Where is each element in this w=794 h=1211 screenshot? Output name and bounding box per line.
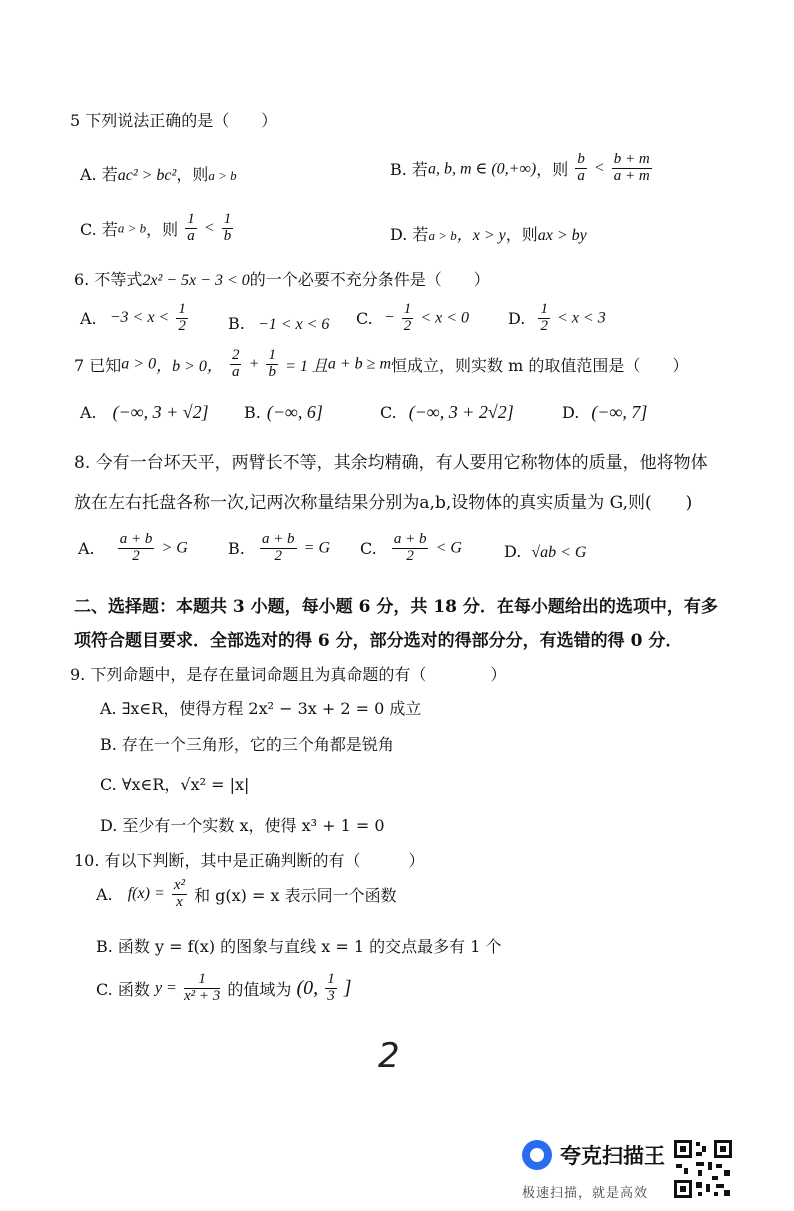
q5-option-c: C. 若a > b，则 $\frac{1}{a}$ < $\frac{1}{b}$: [80, 211, 232, 244]
q6-stem: 6. 不等式2x² − 5x − 3 < 0的一个必要不充分条件是（ ）: [74, 270, 490, 289]
q10-option-b: B. 函数 y = f(x) 的图象与直线 x = 1 的交点最多有 1 个: [96, 937, 502, 956]
q7-option-b: B. (−∞, 6]: [244, 402, 323, 422]
q10-option-c: C. 函数 y = $\frac{1}{\text{x² + 3}}$ 的值域为 (0, $\frac{1}{3}$ ]: [96, 971, 352, 1004]
page-number: 2: [378, 1036, 400, 1076]
q8-line2: 放在左右托盘各称一次,记两次称量结果分别为a,b,设物体的真实质量为 G,则( ): [74, 493, 693, 513]
q5-option-b: B. 若a, b, m ∈ (0,+∞)，则 $\frac{b}{a}$ < $\frac{b + m}{a + m}$: [390, 151, 650, 184]
q5-option-d: D. 若a > b，x > y，则ax > by: [390, 225, 587, 244]
q5-c-lhs-fraction: $\frac{1}{a}$: [187, 211, 195, 244]
q6-option-b: B. −1 < x < 6: [228, 314, 330, 333]
q9-option-d: D. 至少有一个实数 x，使得 x³ + 1 = 0: [100, 816, 385, 835]
q10-stem: 10. 有以下判断，其中是正确判断的有（ ）: [74, 851, 425, 870]
brand-name: 夸克扫描王: [560, 1144, 665, 1168]
quark-logo-icon: [522, 1140, 552, 1170]
q9-option-b: B. 存在一个三角形，它的三个角都是锐角: [100, 735, 394, 754]
q9-stem: 9. 下列命题中，是存在量词命题且为真命题的有（ ）: [70, 665, 507, 684]
section2-line2: 项符合题目要求．全部选对的得 6 分，部分选对的得部分分，有选错的得 0 分．: [74, 631, 683, 651]
q6-option-a: A. −3 < x < $\frac{1}{2}$: [80, 301, 186, 334]
q5-c-rhs-fraction: $\frac{1}{b}$: [223, 211, 232, 244]
q5-option-a: A. 若ac² > bc²，则a > b: [80, 165, 237, 184]
q7-option-c: C. (−∞, 3 + 2√2]: [380, 402, 514, 422]
q5-b-lhs-fraction: $\frac{b}{a}$: [577, 151, 585, 184]
scanner-watermark: [522, 1138, 792, 1204]
q8-line1: 8. 今有一台坏天平，两臂长不等，其余均精确，有人要用它称物体的质量，他将物体: [74, 453, 708, 473]
q8-option-a: A. $\frac{a + b}{2}$ > G: [78, 531, 188, 564]
q7-option-d: D. (−∞, 7]: [562, 402, 648, 422]
section2-line1: 二、选择题：本题共 3 小题，每小题 6 分，共 18 分．在每小题给出的选项中，有多: [74, 597, 718, 617]
brand-tagline: 极速扫描，就是高效: [522, 1186, 649, 1201]
q8-option-d: D. √ab < G: [504, 542, 587, 561]
q5-b-rhs-fraction: $\frac{b + m}{a + m}$: [613, 151, 650, 184]
q9-option-c: C. ∀x∈R，√x² = |x|: [100, 775, 250, 794]
q7-stem: 7 已知a > 0，b > 0， $\frac{2}{a}$ + $\frac{1}{b}$ = 1 且a + b ≥ m恒成立，则实数 m 的取值范围是（ ）: [74, 347, 689, 380]
q6-option-d: D. $\frac{1}{2}$ < x < 3: [508, 301, 606, 334]
q6-option-c: C. − $\frac{1}{2}$ < x < 0: [356, 301, 470, 334]
q8-option-b: B. $\frac{a + b}{2}$ = G: [228, 531, 331, 564]
q7-option-a: A. (−∞, 3 + √2]: [80, 402, 209, 422]
q5-stem: 5 下列说法正确的是（ ）: [70, 111, 278, 130]
q8-option-c: C. $\frac{a + b}{2}$ < G: [360, 531, 462, 564]
qr-code-icon: [672, 1138, 734, 1200]
q10-option-a: A. f(x) = $\frac{\text{x²}}{x}$ 和 g(x) = x 表示同一个函数: [96, 877, 397, 910]
q9-option-a: A. ∃x∈R，使得方程 2x² − 3x + 2 = 0 成立: [100, 699, 422, 718]
